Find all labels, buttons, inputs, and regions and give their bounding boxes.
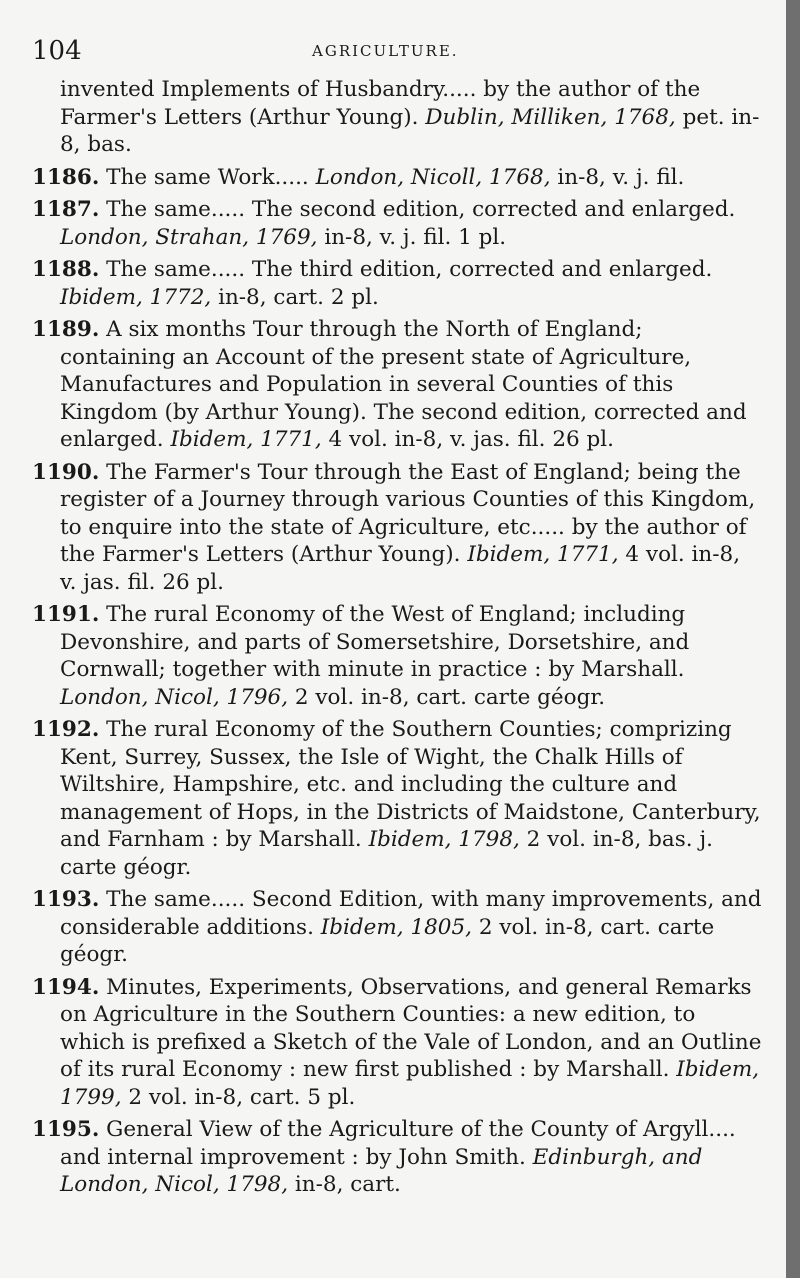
entry-tail: 2 vol. in-8, cart. 5 pl. xyxy=(121,1084,356,1110)
catalog-entry-1187 xyxy=(32,196,762,251)
page-edge-shadow xyxy=(786,0,800,1278)
entry-imprint: London, Nicol, 1796, xyxy=(60,684,289,710)
entry-tail: in-8, v. j. fil. xyxy=(550,164,685,190)
entry-tail: in-8, cart. 2 pl. xyxy=(211,284,379,310)
entry-tail: 4 vol. in-8, v. jas. fil. 26 pl. xyxy=(321,427,615,452)
page-header xyxy=(32,36,772,66)
entry-tail: 2 vol. in-8, cart. carte géogr. xyxy=(288,684,606,710)
entry-tail: 2 vol. in-8, bas. j. carte géogr. xyxy=(60,827,713,880)
entry-number: 1193. xyxy=(32,887,100,912)
entry-imprint: Dublin, Milliken, 1768, xyxy=(425,104,676,130)
entry-number: 1186. xyxy=(32,164,100,190)
entry-tail: 2 vol. in-8, cart. carte géogr. xyxy=(60,914,715,967)
entry-tail: in-8, v. j. fil. 1 pl. xyxy=(317,224,507,250)
entry-text: The rural Economy of the West of England; including Devonshire, and parts of Somersetshire, Dorsetshire, and Cornwall; together with minute in practice : by Marshall. xyxy=(60,602,690,682)
entry-text: A six months Tour through the North of England; containing an Account of the present state of Agriculture, Manufactures and Population in several Counties of this Kingdom (by Arthur Young). The second edition, corrected and enlarged. xyxy=(60,317,747,452)
catalog-entry-1190 xyxy=(32,459,762,597)
page-number: 104 xyxy=(32,36,82,66)
entry-number: 1187. xyxy=(32,197,100,222)
entry-tail: 4 vol. in-8, v. jas. fil. 26 pl. xyxy=(60,542,741,595)
entry-number: 1194. xyxy=(32,974,100,1000)
entry-text: The same..... The third edition, corrected and enlarged. xyxy=(99,257,713,282)
entry-number: 1191. xyxy=(32,602,100,627)
catalog-entry-1194 xyxy=(32,974,762,1112)
entry-text: The same..... Second Edition, with many improvements, and considerable additions. xyxy=(60,887,762,940)
entry-text: General View of the Agriculture of the County of Argyll.... and internal improvement : by John Smith. xyxy=(60,1117,736,1170)
entry-imprint: Ibidem, 1805, xyxy=(320,914,472,940)
entry-text: The rural Economy of the Southern Counties; comprizing Kent, Surrey, Sussex, the Isle of Wight, the Chalk Hills of Wiltshire, Hampshire, etc. and including the culture and management of Hops, in the Districts of Maidstone, Canterbury, and Farnham : by Marshall. xyxy=(60,717,761,852)
entry-text: The same..... The second edition, corrected and enlarged. xyxy=(99,197,736,222)
entry-imprint: London, Strahan, 1769, xyxy=(60,224,318,250)
entry-imprint: London, Nicoll, 1768, xyxy=(315,164,551,190)
entry-number: 1195. xyxy=(32,1117,100,1142)
running-head: AGRICULTURE. xyxy=(312,42,459,60)
entry-tail: in-8, cart. xyxy=(288,1172,401,1197)
entry-imprint: Ibidem, 1771, xyxy=(467,542,619,567)
catalog-entries xyxy=(32,76,762,1204)
entry-text: The Farmer's Tour through the East of England; being the register of a Journey through various Counties of this Kingdom, to enquire into the state of Agriculture, etc..... by the author of the Farmer's Letters (Arthur Young). xyxy=(60,459,756,567)
catalog-entry-1189 xyxy=(32,316,762,454)
entry-imprint: Ibidem, 1798, xyxy=(368,827,520,852)
catalog-entry-1188 xyxy=(32,256,762,311)
catalog-entry-1191 xyxy=(32,601,762,711)
entry-number: 1192. xyxy=(32,717,100,742)
entry-number: 1188. xyxy=(32,257,100,282)
entry-number: 1190. xyxy=(32,459,100,485)
entry-text: The same Work..... xyxy=(99,164,316,190)
entry-imprint: Ibidem, 1772, xyxy=(60,284,212,310)
entry-number: 1189. xyxy=(32,317,100,342)
entry-imprint: Edinburgh, and London, Nicol, 1798, xyxy=(60,1144,703,1197)
entry-tail: pet. in-8, bas. xyxy=(60,104,760,157)
entry-text: Minutes, Experiments, Observations, and general Remarks on Agriculture in the Southern Counties: a new edition, to which is prefixed a Sketch of the Vale of London, and an Outline of its rural Economy : new first published : by Marshall. xyxy=(60,974,762,1082)
catalog-entry-1186 xyxy=(32,164,762,192)
entry-text: invented Implements of Husbandry..... by the author of the Farmer's Letters (Arthur Young). xyxy=(60,77,701,130)
catalog-entry-continued xyxy=(32,76,762,159)
catalog-entry-1192 xyxy=(32,716,762,881)
catalog-entry-1193 xyxy=(32,886,762,969)
catalog-entry-1195 xyxy=(32,1116,762,1199)
entry-imprint: Ibidem, 1771, xyxy=(170,427,322,452)
entry-imprint: Ibidem, 1799, xyxy=(60,1057,760,1110)
